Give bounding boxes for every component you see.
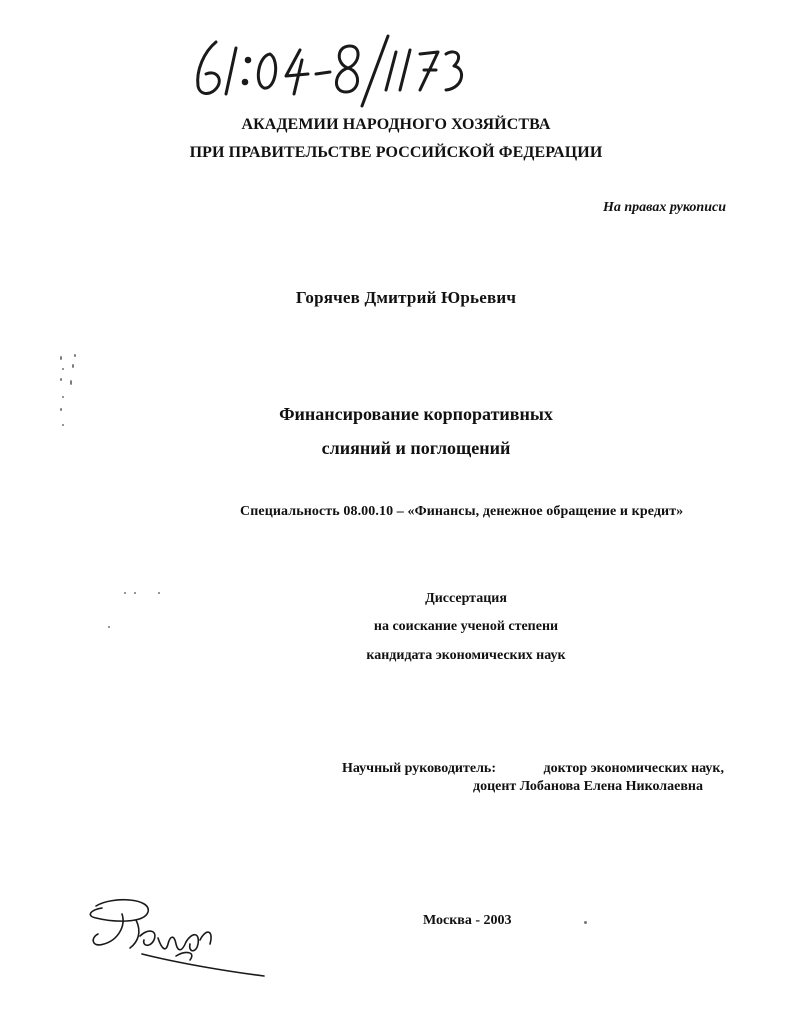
city-year: Москва - 2003 [423, 913, 512, 928]
institution-line-1: АКАДЕМИИ НАРОДНОГО ХОЗЯЙСТВА [241, 116, 551, 133]
specialty-line: Специальность 08.00.10 – «Финансы, денежное обращение и кредит» [240, 504, 684, 519]
handwritten-signature [82, 892, 272, 982]
scan-speck [60, 356, 62, 360]
scan-speck [62, 396, 64, 398]
scan-speck [60, 408, 62, 411]
supervisor-degree: доктор экономических наук, [543, 761, 724, 776]
scan-speck [72, 364, 74, 368]
rights-note: На правах рукописи [603, 200, 726, 215]
dissertation-purpose: на соискание ученой степени [373, 619, 559, 634]
scan-speck [70, 380, 72, 385]
title-line-1: Финансирование корпоративных [279, 404, 553, 424]
supervisor-name: доцент Лобанова Елена Николаевна [473, 779, 703, 794]
scan-speck [108, 626, 110, 628]
supervisor-block [342, 761, 724, 777]
scan-speck [62, 368, 64, 370]
scan-speck [60, 378, 62, 381]
dissertation-label: Диссертация [425, 591, 507, 606]
supervisor-first-row [342, 761, 724, 777]
scan-speck [74, 354, 76, 357]
scan-speck [158, 592, 160, 594]
scan-speck [584, 921, 587, 924]
scan-speck [124, 592, 126, 594]
institution-line-2: ПРИ ПРАВИТЕЛЬСТВЕ РОССИЙСКОЙ ФЕДЕРАЦИИ [189, 144, 603, 161]
title-line-2: слияний и поглощений [321, 438, 511, 458]
supervisor-label: Научный руководитель: [342, 761, 496, 776]
handwritten-archive-code [188, 30, 478, 110]
dissertation-degree: кандидата экономических наук [366, 648, 566, 663]
author-name: Горячев Дмитрий Юрьевич [295, 288, 517, 307]
scan-speck [134, 592, 136, 594]
scan-speck [62, 424, 64, 426]
